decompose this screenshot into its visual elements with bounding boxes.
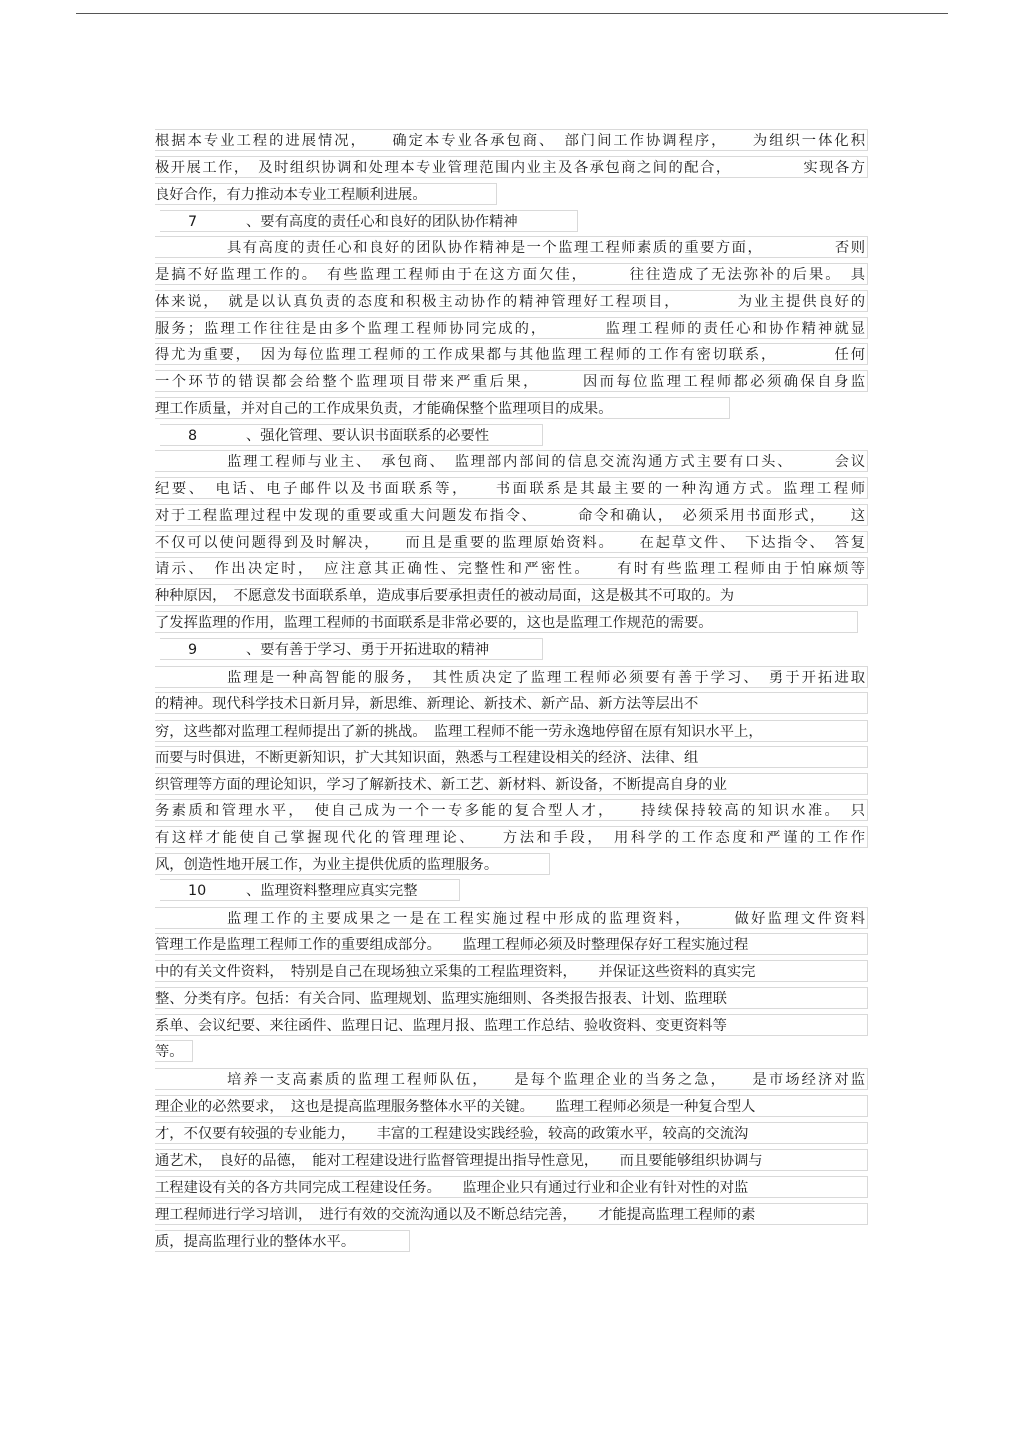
text-line: 风，创造性地开展工作，为业主提供优质的监理服务。 xyxy=(155,853,550,875)
text-line: 穷，这些都对监理工程师提出了新的挑战。 监理工程师不能一劳永逸地停留在原有知识水平上， xyxy=(155,720,868,742)
text-line: 通艺术， 良好的品德， 能对工程建设进行监督管理提出指导性意见， 而且要能够组织协调与 xyxy=(155,1149,868,1171)
text-line: 体来说， 就是以认真负责的态度和积极主动协作的精神管理好工程项目， 为业主提供良好的 xyxy=(155,290,868,312)
text-line: 管理工作是监理工程师工作的重要组成部分。 监理工程师必须及时整理保存好工程实施过程 xyxy=(155,933,868,955)
text-line: 是搞不好监理工作的。 有些监理工程师由于在这方面欠佳， 往往造成了无法弥补的后果。 具 xyxy=(155,263,868,285)
section-number: 9 xyxy=(188,642,198,658)
text-line: 培养一支高素质的监理工程师队伍， 是每个监理企业的当务之急， 是市场经济对监 xyxy=(155,1068,868,1090)
text-line: 的精神。现代科学技术日新月异，新思维、新理论、新技术、新产品、新方法等层出不 xyxy=(155,692,868,714)
section-title: 、监理资料整理应真实完整 xyxy=(246,883,418,899)
section-heading-7 xyxy=(160,210,578,232)
header-rule xyxy=(76,13,948,14)
text-line: 等。 xyxy=(155,1040,193,1062)
text-line: 服务；监理工作往往是由多个监理工程师协同完成的， 监理工程师的责任心和协作精神就显 xyxy=(155,317,868,339)
section-title: 、要有善于学习、勇于开拓进取的精神 xyxy=(246,642,490,658)
text-line: 监理工作的主要成果之一是在工程实施过程中形成的监理资料， 做好监理文件资料 xyxy=(155,907,868,929)
text-line: 监理是一种高智能的服务， 其性质决定了监理工程师必须要有善于学习、 勇于开拓进取 xyxy=(155,666,868,688)
text-line: 而要与时俱进，不断更新知识，扩大其知识面，熟悉与工程建设相关的经济、法律、组 xyxy=(155,746,868,768)
text-line: 织管理等方面的理论知识，学习了解新技术、新工艺、新材料、新设备，不断提高自身的业 xyxy=(155,773,868,795)
text-line: 一个环节的错误都会给整个监理项目带来严重后果， 因而每位监理工程师都必须确保自身监 xyxy=(155,370,868,392)
text-line: 理工作质量，并对自己的工作成果负责，才能确保整个监理项目的成果。 xyxy=(155,397,730,419)
text-line: 中的有关文件资料， 特别是自己在现场独立采集的工程监理资料， 并保证这些资料的真实完 xyxy=(155,960,868,982)
text-line: 请示、 作出决定时， 应注意其正确性、完整性和严密性。 有时有些监理工程师由于怕麻烦等 xyxy=(155,557,868,579)
text-line: 对于工程监理过程中发现的重要或重大问题发布指令、 命令和确认， 必须采用书面形式， 这 xyxy=(155,504,868,526)
text-line: 系单、会议纪要、来往函件、监理日记、监理月报、监理工作总结、验收资料、变更资料等 xyxy=(155,1014,868,1036)
text-line: 纪要、 电话、电子邮件以及书面联系等， 书面联系是其最主要的一种沟通方式。监理工程师 xyxy=(155,477,868,499)
text-line: 整、分类有序。包括：有关合同、监理规划、监理实施细则、各类报告报表、计划、监理联 xyxy=(155,987,868,1009)
text-line: 理工程师进行学习培训， 进行有效的交流沟通以及不断总结完善， 才能提高监理工程师的素 xyxy=(155,1203,868,1225)
text-line: 具有高度的责任心和良好的团队协作精神是一个监理工程师素质的重要方面， 否则 xyxy=(155,236,868,258)
text-line: 不仅可以使问题得到及时解决， 而且是重要的监理原始资料。 在起草文件、 下达指令、 答复 xyxy=(155,531,868,553)
section-title: 、要有高度的责任心和良好的团队协作精神 xyxy=(246,214,518,230)
section-number: 8 xyxy=(188,428,198,444)
text-line: 务素质和管理水平， 使自己成为一个一专多能的复合型人才， 持续保持较高的知识水准。 只 xyxy=(155,799,868,821)
text-line: 有这样才能使自己掌握现代化的管理理论、 方法和手段， 用科学的工作态度和严谨的工作作 xyxy=(155,826,868,848)
section-title: 、强化管理、要认识书面联系的必要性 xyxy=(246,428,490,444)
text-line: 极开展工作， 及时组织协调和处理本专业管理范围内业主及各承包商之间的配合， 实现各方 xyxy=(155,156,868,178)
section-number: 10 xyxy=(188,883,207,899)
section-heading-10 xyxy=(160,879,460,901)
text-line: 得尤为重要， 因为每位监理工程师的工作成果都与其他监理工程师的工作有密切联系， 任何 xyxy=(155,343,868,365)
section-number: 7 xyxy=(188,214,198,230)
text-line: 了发挥监理的作用，监理工程师的书面联系是非常必要的，这也是监理工作规范的需要。 xyxy=(155,611,858,633)
text-line: 根据本专业工程的进展情况， 确定本专业各承包商、 部门间工作协调程序， 为组织一体化积 xyxy=(155,129,868,151)
text-line: 质，提高监理行业的整体水平。 xyxy=(155,1230,410,1252)
text-line: 工程建设有关的各方共同完成工程建设任务。 监理企业只有通过行业和企业有针对性的对监 xyxy=(155,1176,868,1198)
text-line: 种种原因， 不愿意发书面联系单，造成事后要承担责任的被动局面，这是极其不可取的。为 xyxy=(155,584,868,606)
section-heading-8 xyxy=(160,424,543,446)
text-line: 理企业的必然要求， 这也是提高监理服务整体水平的关键。 监理工程师必须是一种复合型人 xyxy=(155,1095,868,1117)
text-line: 良好合作，有力推动本专业工程顺利进展。 xyxy=(155,183,497,205)
text-line: 才，不仅要有较强的专业能力， 丰富的工程建设实践经验，较高的政策水平，较高的交流沟 xyxy=(155,1122,868,1144)
section-heading-9 xyxy=(160,638,543,660)
text-line: 监理工程师与业主、 承包商、 监理部内部间的信息交流沟通方式主要有口头、 会议 xyxy=(155,450,868,472)
